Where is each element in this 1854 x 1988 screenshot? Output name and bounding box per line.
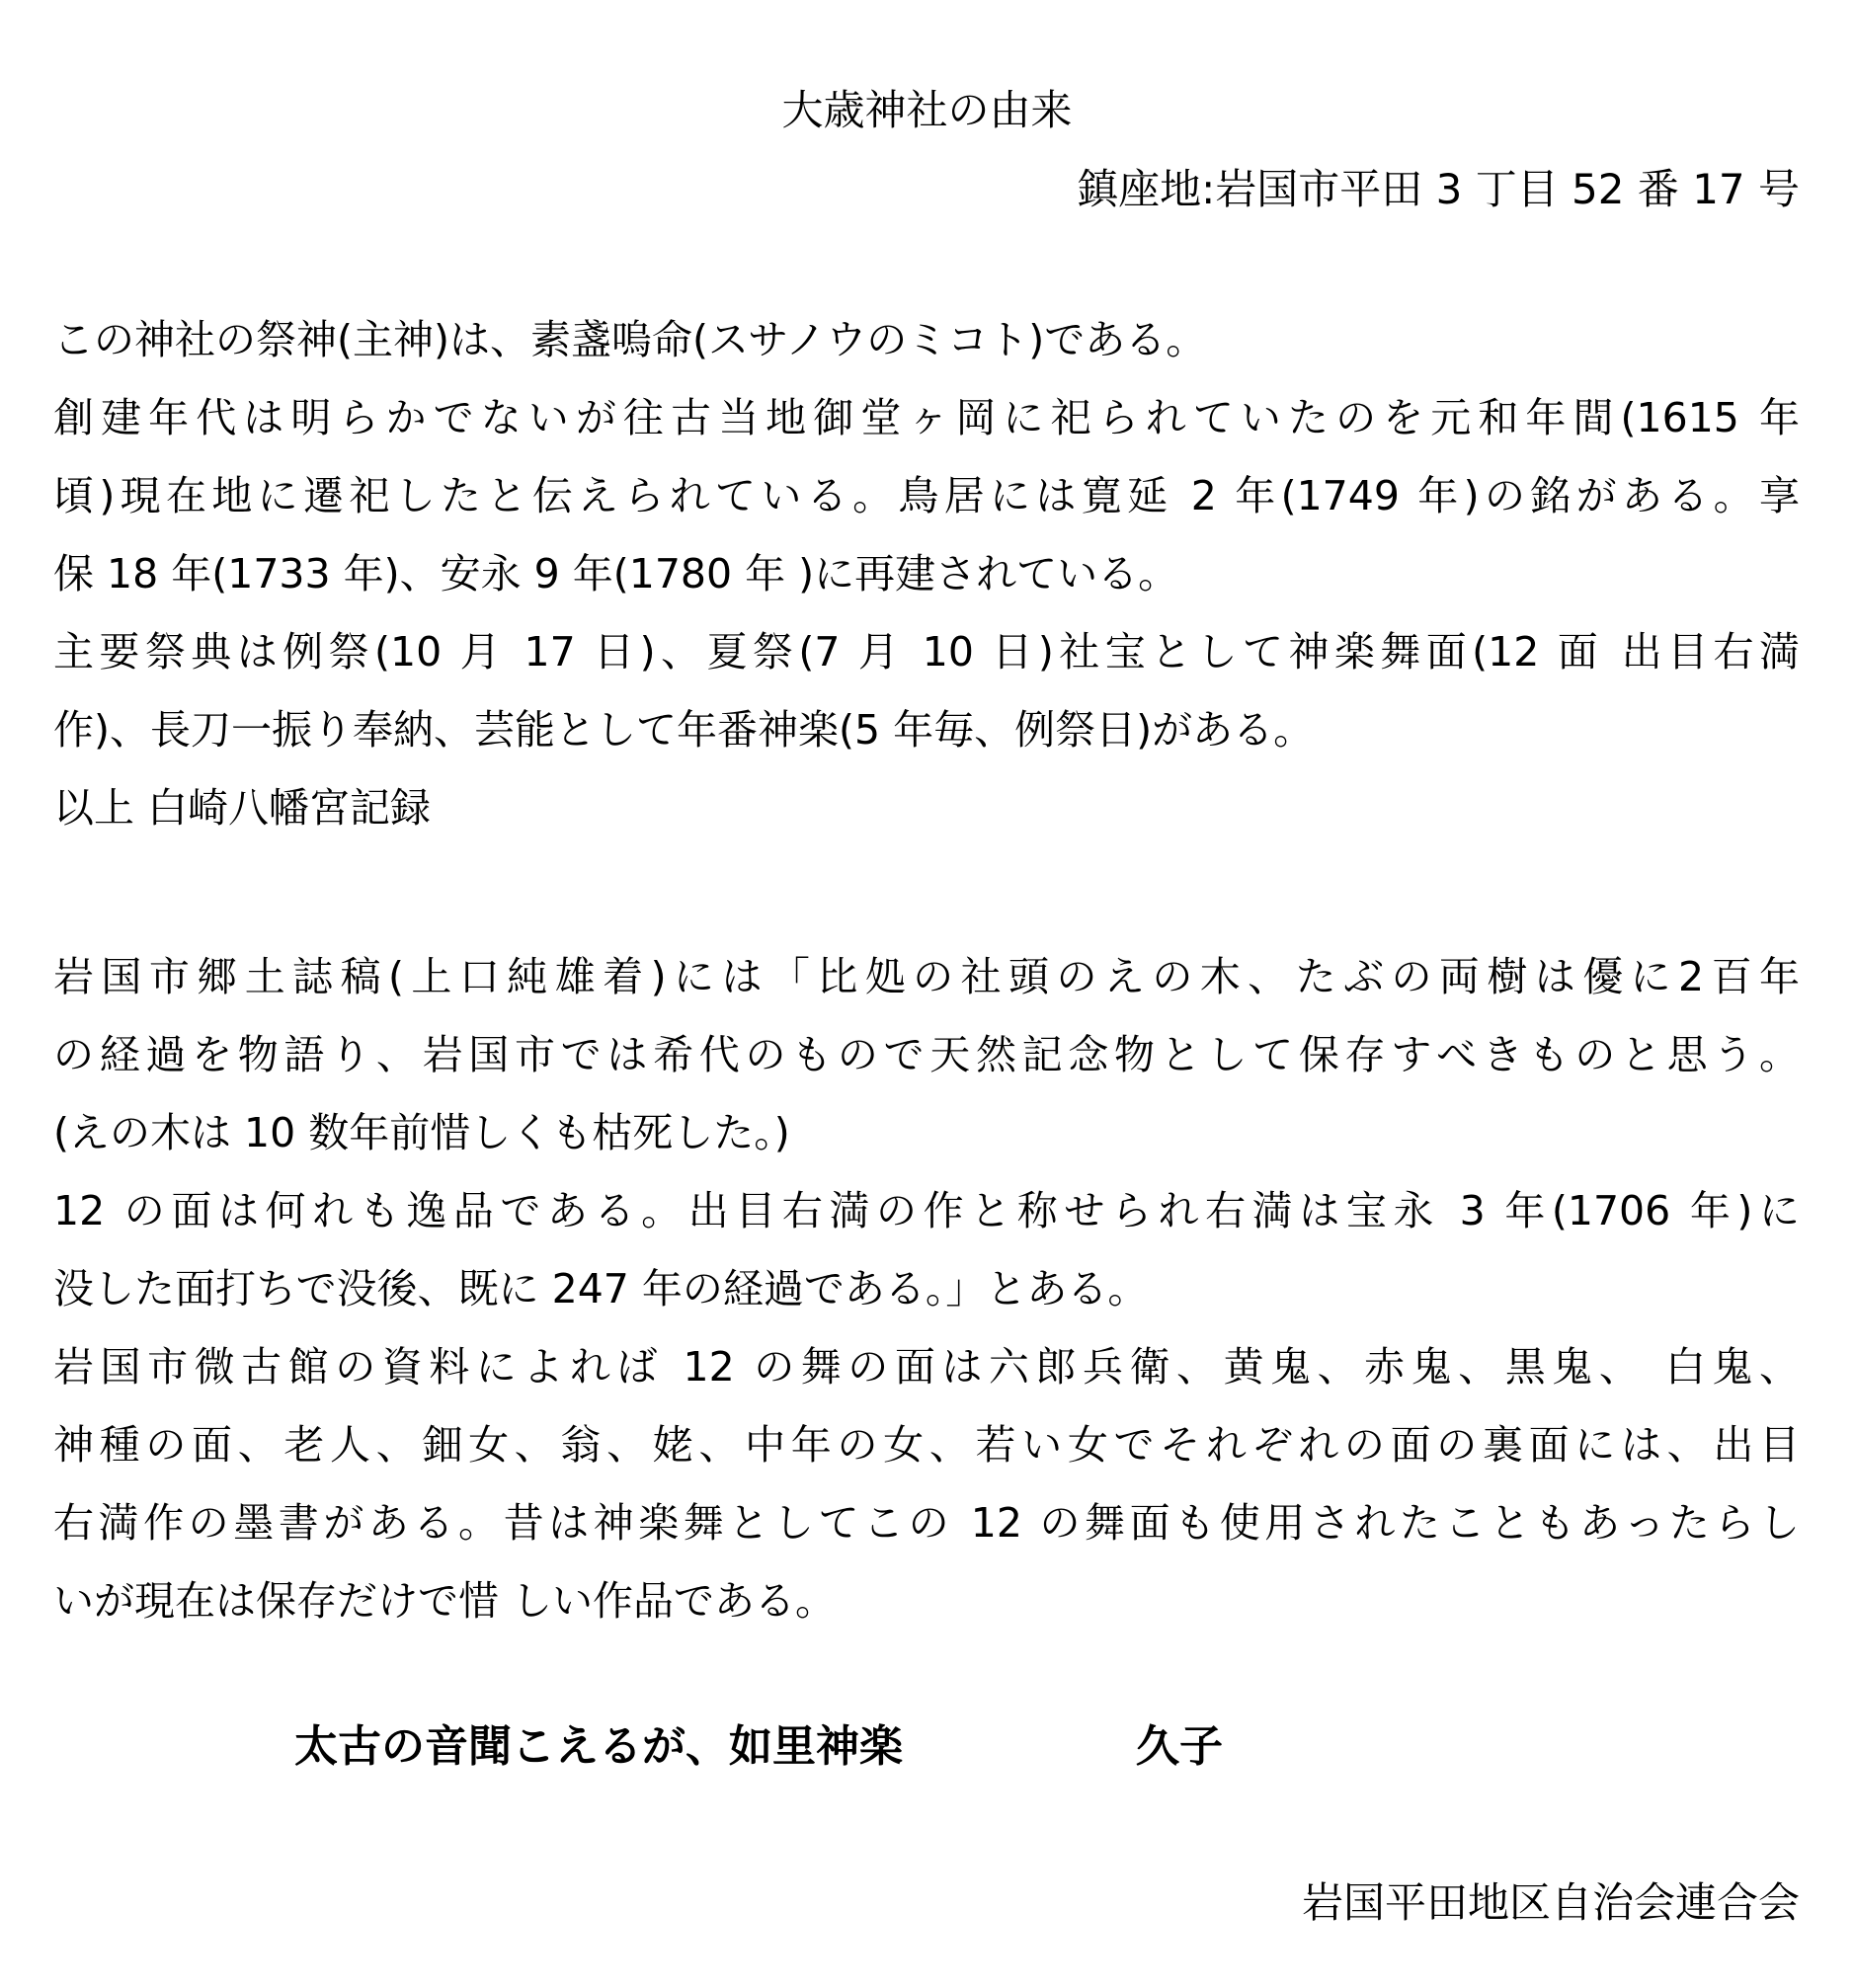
paragraph-line: 保 18 年(1733 年)、安永 9 年(1780 年 )に再建されている。 <box>53 550 1179 597</box>
association-signature: 岩国平田地区自治会連合会 <box>1301 1878 1800 1927</box>
paragraph-line: 右満作の墨書がある。昔は神楽舞としてこの 12 の舞面も使用されたこともあったらし <box>53 1499 1800 1547</box>
paragraph-line: この神社の祭神(主神)は、素盞嗚命(スサノウのミコト)である。 <box>53 316 1207 363</box>
document-title: 大歳神社の由来 <box>781 86 1073 134</box>
paragraph-line: 頃)現在地に遷祀したと伝えられている。鳥居には寛延 2 年(1749 年)の銘がある。享 <box>53 472 1800 519</box>
paragraph-line: 岩国市郷土誌稿(上口純雄着)には「比処の社頭のえの木、たぶの両樹は優に2百年 <box>53 953 1800 1000</box>
history-paragraph <box>53 301 1800 847</box>
paragraph-line: 12 の面は何れも逸品である。出目右満の作と称せられ右満は宝永 3 年(1706 年)に <box>53 1187 1800 1234</box>
haiku-author: 久子 <box>1136 1721 1223 1772</box>
paragraph-line: 岩国市微古館の資料によれば 12 の舞の面は六郎兵衛、黄鬼、赤鬼、黒鬼、 白鬼、 <box>53 1343 1800 1391</box>
paragraph-line: の経過を物語り、岩国市では希代のもので天然記念物として保存すべきものと思う。 <box>53 1031 1800 1078</box>
shrine-address: 鎮座地:岩国市平田 3 丁目 52 番 17 号 <box>1077 165 1800 213</box>
paragraph-line: 創建年代は明らかでないが往古当地御堂ヶ岡に祀られていたのを元和年間(1615 年 <box>53 394 1800 441</box>
paragraph-line: 主要祭典は例祭(10 月 17 日)、夏祭(7 月 10 日)社宝として神楽舞面(12 面 出目右満 <box>53 628 1800 676</box>
paragraph-line: 神種の面、老人、鈿女、翁、姥、中年の女、若い女でそれぞれの面の裏面には、出目 <box>53 1421 1800 1469</box>
paragraph-line: 以上 白崎八幡宮記録 <box>53 784 432 832</box>
paragraph-line: (えの木は 10 数年前惜しくも枯死した。) <box>53 1109 790 1156</box>
records-paragraph <box>53 938 1800 1640</box>
paragraph-line: 作)、長刀一振り奉納、芸能として年番神楽(5 年毎、例祭日)がある。 <box>53 706 1315 754</box>
haiku-text: 太古の音聞こえるが、如里神楽 <box>294 1721 903 1772</box>
paragraph-line: いが現在は保存だけで惜 しい作品である。 <box>53 1577 837 1625</box>
paragraph-line: 没した面打ちで没後、既に 247 年の経過である。」とある。 <box>53 1265 1149 1312</box>
